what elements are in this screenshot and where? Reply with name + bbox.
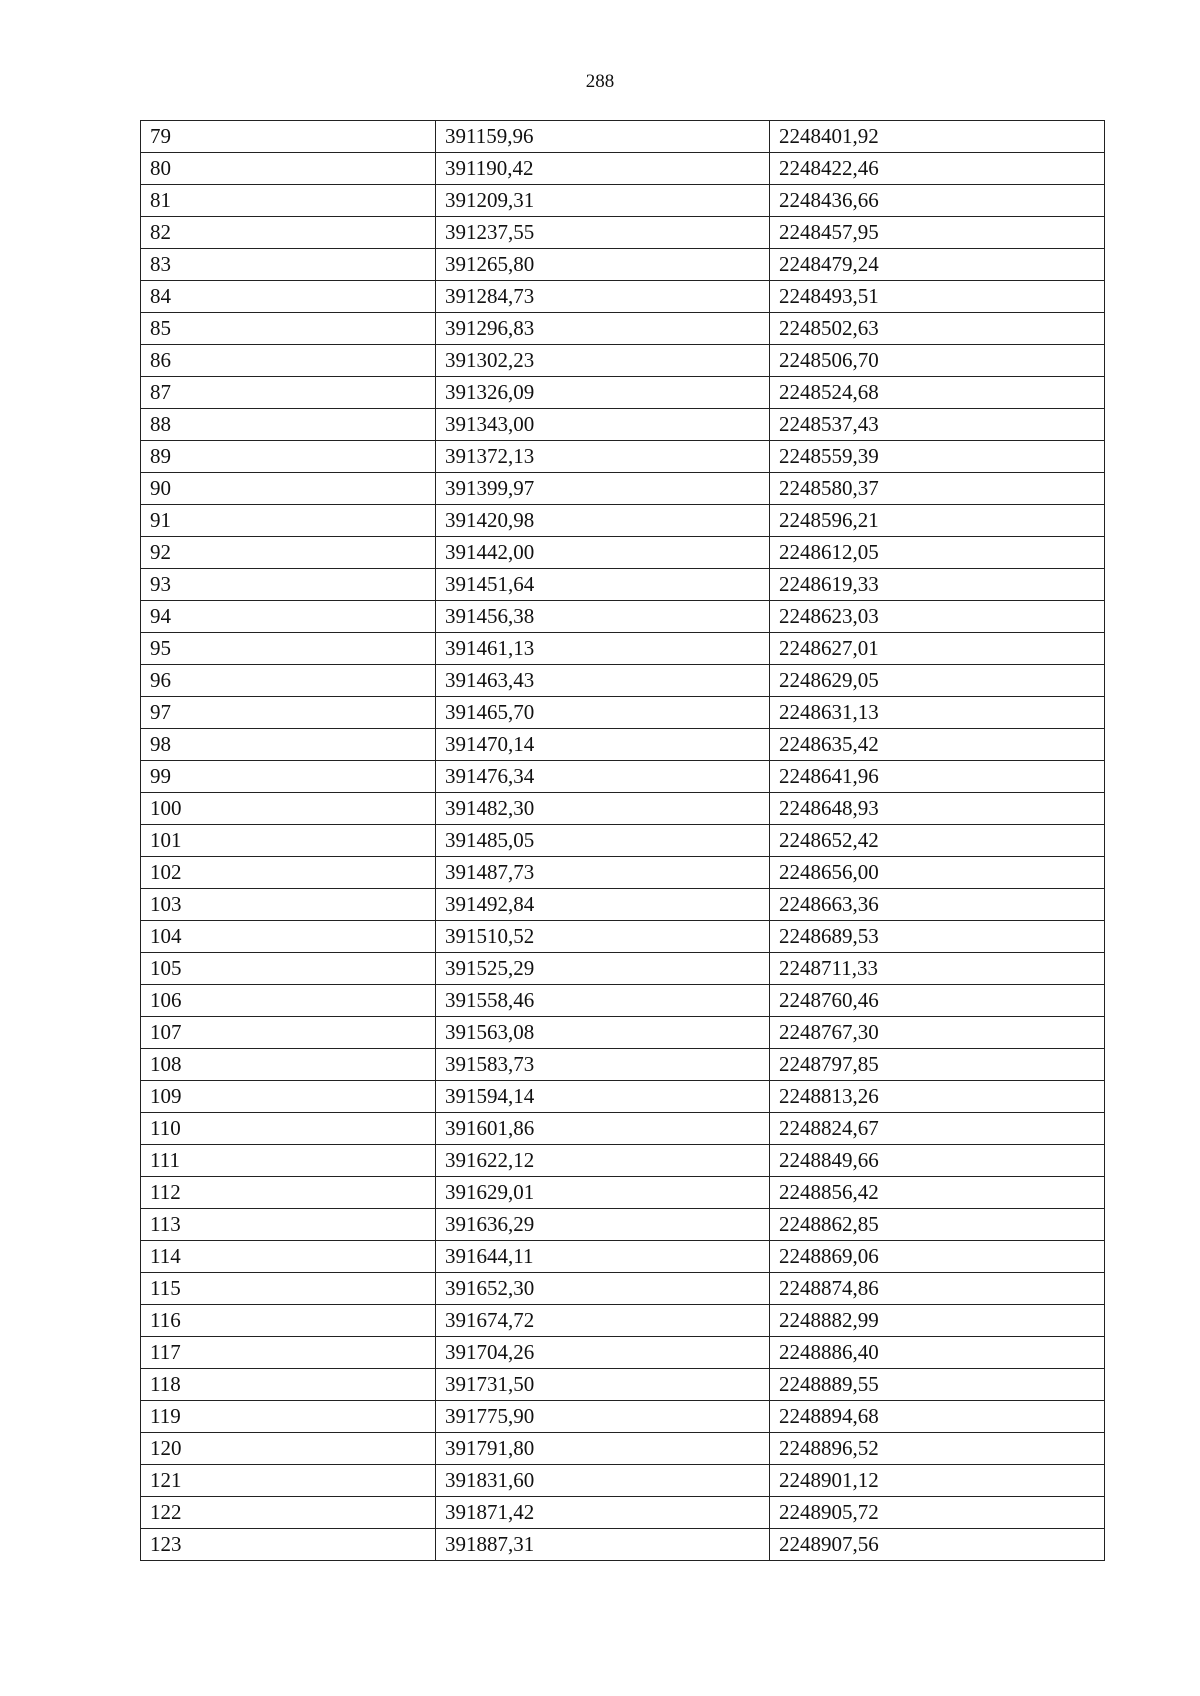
x-coordinate-cell: 391871,42 <box>436 1497 770 1529</box>
table-row <box>141 921 1105 953</box>
point-number-cell: 113 <box>141 1209 436 1241</box>
point-number-cell: 115 <box>141 1273 436 1305</box>
x-coordinate-cell: 391510,52 <box>436 921 770 953</box>
table-row <box>141 761 1105 793</box>
y-coordinate-cell: 2248656,00 <box>770 857 1105 889</box>
table-row <box>141 1177 1105 1209</box>
y-coordinate-cell: 2248648,93 <box>770 793 1105 825</box>
point-number-cell: 101 <box>141 825 436 857</box>
y-coordinate-cell: 2248635,42 <box>770 729 1105 761</box>
x-coordinate-cell: 391563,08 <box>436 1017 770 1049</box>
point-number-cell: 96 <box>141 665 436 697</box>
x-coordinate-cell: 391525,29 <box>436 953 770 985</box>
point-number-cell: 108 <box>141 1049 436 1081</box>
y-coordinate-cell: 2248905,72 <box>770 1497 1105 1529</box>
x-coordinate-cell: 391465,70 <box>436 697 770 729</box>
point-number-cell: 120 <box>141 1433 436 1465</box>
table-row <box>141 569 1105 601</box>
y-coordinate-cell: 2248711,33 <box>770 953 1105 985</box>
y-coordinate-cell: 2248901,12 <box>770 1465 1105 1497</box>
y-coordinate-cell: 2248894,68 <box>770 1401 1105 1433</box>
y-coordinate-cell: 2248623,03 <box>770 601 1105 633</box>
point-number-cell: 83 <box>141 249 436 281</box>
table-row <box>141 1465 1105 1497</box>
y-coordinate-cell: 2248627,01 <box>770 633 1105 665</box>
table-row <box>141 473 1105 505</box>
x-coordinate-cell: 391399,97 <box>436 473 770 505</box>
y-coordinate-cell: 2248889,55 <box>770 1369 1105 1401</box>
x-coordinate-cell: 391492,84 <box>436 889 770 921</box>
table-row <box>141 1241 1105 1273</box>
point-number-cell: 111 <box>141 1145 436 1177</box>
coordinates-table <box>140 120 1105 1561</box>
x-coordinate-cell: 391583,73 <box>436 1049 770 1081</box>
point-number-cell: 95 <box>141 633 436 665</box>
table-row <box>141 1401 1105 1433</box>
table-row <box>141 601 1105 633</box>
point-number-cell: 123 <box>141 1529 436 1561</box>
table-row <box>141 1081 1105 1113</box>
y-coordinate-cell: 2248689,53 <box>770 921 1105 953</box>
point-number-cell: 107 <box>141 1017 436 1049</box>
y-coordinate-cell: 2248797,85 <box>770 1049 1105 1081</box>
table-row <box>141 793 1105 825</box>
point-number-cell: 114 <box>141 1241 436 1273</box>
point-number-cell: 80 <box>141 153 436 185</box>
point-number-cell: 109 <box>141 1081 436 1113</box>
point-number-cell: 110 <box>141 1113 436 1145</box>
table-row <box>141 697 1105 729</box>
y-coordinate-cell: 2248862,85 <box>770 1209 1105 1241</box>
point-number-cell: 86 <box>141 345 436 377</box>
point-number-cell: 84 <box>141 281 436 313</box>
y-coordinate-cell: 2248631,13 <box>770 697 1105 729</box>
point-number-cell: 85 <box>141 313 436 345</box>
y-coordinate-cell: 2248849,66 <box>770 1145 1105 1177</box>
table-row <box>141 889 1105 921</box>
y-coordinate-cell: 2248886,40 <box>770 1337 1105 1369</box>
table-row <box>141 1209 1105 1241</box>
y-coordinate-cell: 2248907,56 <box>770 1529 1105 1561</box>
x-coordinate-cell: 391265,80 <box>436 249 770 281</box>
y-coordinate-cell: 2248813,26 <box>770 1081 1105 1113</box>
point-number-cell: 99 <box>141 761 436 793</box>
x-coordinate-cell: 391159,96 <box>436 121 770 153</box>
y-coordinate-cell: 2248457,95 <box>770 217 1105 249</box>
table-row <box>141 1337 1105 1369</box>
point-number-cell: 119 <box>141 1401 436 1433</box>
y-coordinate-cell: 2248869,06 <box>770 1241 1105 1273</box>
table-row <box>141 217 1105 249</box>
table-row <box>141 665 1105 697</box>
point-number-cell: 105 <box>141 953 436 985</box>
table-row <box>141 953 1105 985</box>
table-row <box>141 1433 1105 1465</box>
x-coordinate-cell: 391731,50 <box>436 1369 770 1401</box>
table-row <box>141 441 1105 473</box>
x-coordinate-cell: 391594,14 <box>436 1081 770 1113</box>
table-row <box>141 1145 1105 1177</box>
y-coordinate-cell: 2248580,37 <box>770 473 1105 505</box>
table-row <box>141 1369 1105 1401</box>
y-coordinate-cell: 2248436,66 <box>770 185 1105 217</box>
point-number-cell: 88 <box>141 409 436 441</box>
point-number-cell: 91 <box>141 505 436 537</box>
table-row <box>141 1049 1105 1081</box>
x-coordinate-cell: 391461,13 <box>436 633 770 665</box>
table-row <box>141 825 1105 857</box>
x-coordinate-cell: 391296,83 <box>436 313 770 345</box>
x-coordinate-cell: 391674,72 <box>436 1305 770 1337</box>
y-coordinate-cell: 2248596,21 <box>770 505 1105 537</box>
x-coordinate-cell: 391442,00 <box>436 537 770 569</box>
point-number-cell: 87 <box>141 377 436 409</box>
point-number-cell: 116 <box>141 1305 436 1337</box>
x-coordinate-cell: 391372,13 <box>436 441 770 473</box>
x-coordinate-cell: 391887,31 <box>436 1529 770 1561</box>
y-coordinate-cell: 2248506,70 <box>770 345 1105 377</box>
point-number-cell: 98 <box>141 729 436 761</box>
x-coordinate-cell: 391302,23 <box>436 345 770 377</box>
point-number-cell: 106 <box>141 985 436 1017</box>
x-coordinate-cell: 391558,46 <box>436 985 770 1017</box>
table-row <box>141 249 1105 281</box>
x-coordinate-cell: 391652,30 <box>436 1273 770 1305</box>
table-row <box>141 505 1105 537</box>
table-row <box>141 345 1105 377</box>
point-number-cell: 82 <box>141 217 436 249</box>
table-row <box>141 985 1105 1017</box>
y-coordinate-cell: 2248760,46 <box>770 985 1105 1017</box>
y-coordinate-cell: 2248479,24 <box>770 249 1105 281</box>
point-number-cell: 92 <box>141 537 436 569</box>
y-coordinate-cell: 2248537,43 <box>770 409 1105 441</box>
x-coordinate-cell: 391482,30 <box>436 793 770 825</box>
table-row <box>141 409 1105 441</box>
x-coordinate-cell: 391463,43 <box>436 665 770 697</box>
y-coordinate-cell: 2248641,96 <box>770 761 1105 793</box>
y-coordinate-cell: 2248422,46 <box>770 153 1105 185</box>
x-coordinate-cell: 391791,80 <box>436 1433 770 1465</box>
table-row <box>141 1113 1105 1145</box>
y-coordinate-cell: 2248619,33 <box>770 569 1105 601</box>
table-row <box>141 857 1105 889</box>
y-coordinate-cell: 2248767,30 <box>770 1017 1105 1049</box>
x-coordinate-cell: 391636,29 <box>436 1209 770 1241</box>
y-coordinate-cell: 2248882,99 <box>770 1305 1105 1337</box>
x-coordinate-cell: 391704,26 <box>436 1337 770 1369</box>
x-coordinate-cell: 391601,86 <box>436 1113 770 1145</box>
x-coordinate-cell: 391237,55 <box>436 217 770 249</box>
x-coordinate-cell: 391190,42 <box>436 153 770 185</box>
point-number-cell: 94 <box>141 601 436 633</box>
table-row <box>141 1497 1105 1529</box>
point-number-cell: 79 <box>141 121 436 153</box>
table-row <box>141 281 1105 313</box>
x-coordinate-cell: 391831,60 <box>436 1465 770 1497</box>
y-coordinate-cell: 2248856,42 <box>770 1177 1105 1209</box>
table-row <box>141 729 1105 761</box>
y-coordinate-cell: 2248629,05 <box>770 665 1105 697</box>
point-number-cell: 104 <box>141 921 436 953</box>
x-coordinate-cell: 391622,12 <box>436 1145 770 1177</box>
x-coordinate-cell: 391420,98 <box>436 505 770 537</box>
point-number-cell: 93 <box>141 569 436 601</box>
y-coordinate-cell: 2248874,86 <box>770 1273 1105 1305</box>
x-coordinate-cell: 391456,38 <box>436 601 770 633</box>
table-row <box>141 633 1105 665</box>
y-coordinate-cell: 2248524,68 <box>770 377 1105 409</box>
y-coordinate-cell: 2248493,51 <box>770 281 1105 313</box>
x-coordinate-cell: 391284,73 <box>436 281 770 313</box>
table-row <box>141 537 1105 569</box>
x-coordinate-cell: 391485,05 <box>436 825 770 857</box>
x-coordinate-cell: 391476,34 <box>436 761 770 793</box>
x-coordinate-cell: 391629,01 <box>436 1177 770 1209</box>
point-number-cell: 102 <box>141 857 436 889</box>
y-coordinate-cell: 2248559,39 <box>770 441 1105 473</box>
y-coordinate-cell: 2248401,92 <box>770 121 1105 153</box>
table-row <box>141 1273 1105 1305</box>
point-number-cell: 81 <box>141 185 436 217</box>
table-row <box>141 185 1105 217</box>
y-coordinate-cell: 2248502,63 <box>770 313 1105 345</box>
point-number-cell: 89 <box>141 441 436 473</box>
x-coordinate-cell: 391470,14 <box>436 729 770 761</box>
x-coordinate-cell: 391487,73 <box>436 857 770 889</box>
y-coordinate-cell: 2248824,67 <box>770 1113 1105 1145</box>
x-coordinate-cell: 391343,00 <box>436 409 770 441</box>
table-row <box>141 313 1105 345</box>
x-coordinate-cell: 391451,64 <box>436 569 770 601</box>
table-row <box>141 377 1105 409</box>
x-coordinate-cell: 391326,09 <box>436 377 770 409</box>
point-number-cell: 103 <box>141 889 436 921</box>
table-row <box>141 1017 1105 1049</box>
point-number-cell: 122 <box>141 1497 436 1529</box>
point-number-cell: 100 <box>141 793 436 825</box>
point-number-cell: 117 <box>141 1337 436 1369</box>
y-coordinate-cell: 2248612,05 <box>770 537 1105 569</box>
table-row <box>141 121 1105 153</box>
x-coordinate-cell: 391209,31 <box>436 185 770 217</box>
y-coordinate-cell: 2248652,42 <box>770 825 1105 857</box>
point-number-cell: 118 <box>141 1369 436 1401</box>
point-number-cell: 90 <box>141 473 436 505</box>
x-coordinate-cell: 391644,11 <box>436 1241 770 1273</box>
y-coordinate-cell: 2248663,36 <box>770 889 1105 921</box>
point-number-cell: 112 <box>141 1177 436 1209</box>
table-row <box>141 1529 1105 1561</box>
point-number-cell: 97 <box>141 697 436 729</box>
page-number: 288 <box>585 71 615 92</box>
x-coordinate-cell: 391775,90 <box>436 1401 770 1433</box>
table-row <box>141 153 1105 185</box>
y-coordinate-cell: 2248896,52 <box>770 1433 1105 1465</box>
coordinates-table-body <box>141 121 1105 1561</box>
table-row <box>141 1305 1105 1337</box>
point-number-cell: 121 <box>141 1465 436 1497</box>
